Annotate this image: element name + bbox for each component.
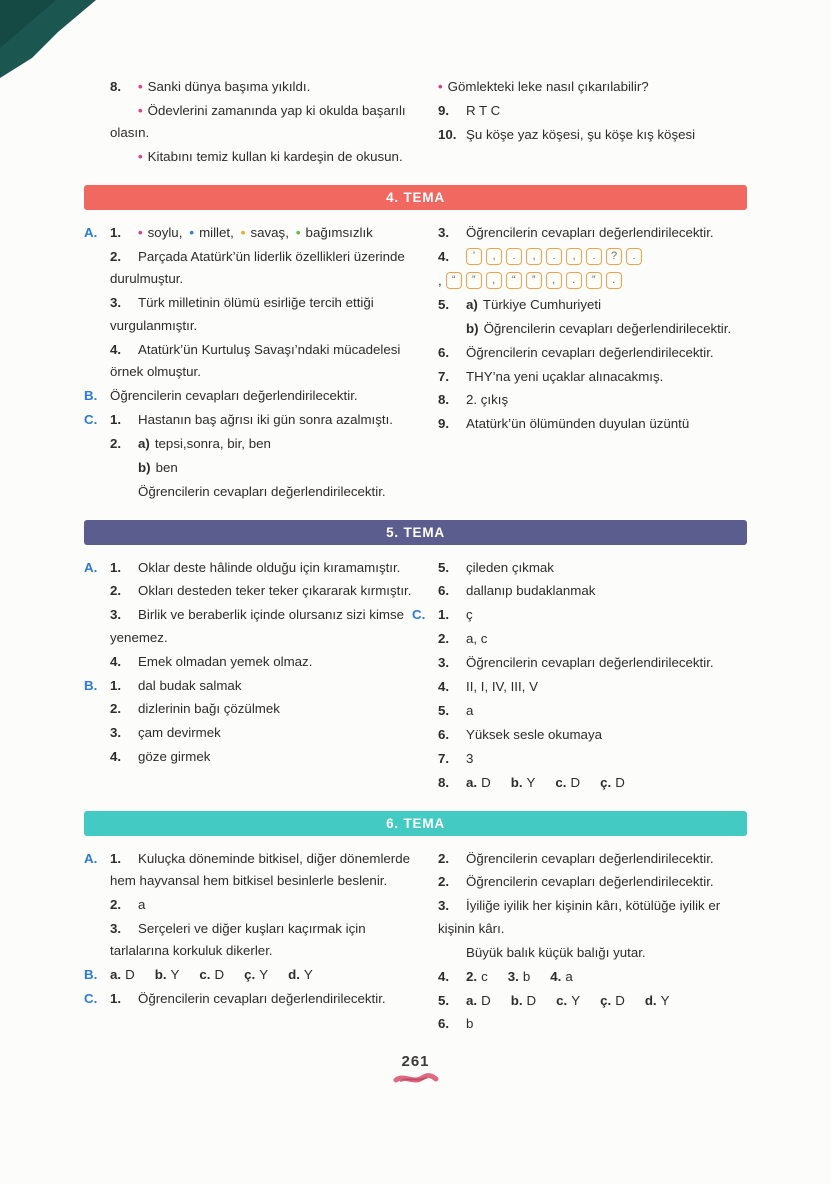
answer-text: II, I, IV, III, V: [466, 679, 538, 695]
punctuation-box: ”: [586, 272, 602, 289]
answer-text: Türkiye Cumhuriyeti: [482, 296, 602, 312]
answer-line: [84, 385, 420, 407]
bullet-icon: •: [138, 79, 143, 94]
answer-line: [110, 76, 420, 98]
answer-text: Hastanın baş ağrısı iki gün sonra azalmıştı.: [138, 411, 393, 427]
answer-text: Oklar deste hâlinde olduğu için kıramamıştır.: [138, 559, 401, 575]
tema-section: [84, 185, 747, 504]
answer-line: [110, 100, 420, 145]
answer-pair-value: D: [526, 992, 537, 1008]
answer-line: [412, 604, 752, 626]
answer-text: b: [466, 1016, 474, 1032]
answer-line: [110, 146, 420, 168]
answer-text: a, c: [466, 631, 488, 647]
item-number: 4.: [438, 679, 450, 695]
answer-line: [438, 895, 752, 940]
section-letter: C.: [84, 991, 98, 1006]
answer-pair-value: Y: [259, 967, 269, 983]
answer-line: [438, 676, 752, 698]
answers-columns: [84, 848, 747, 1038]
answer-text: göze girmek: [138, 749, 211, 765]
answer-text: Gömlekteki leke nasıl çıkarılabilir?: [447, 79, 649, 94]
answer-text: tepsi,sonra, bir, ben: [154, 435, 271, 451]
answer-pair-label: 3.: [507, 968, 519, 984]
answer-text: Şu köşe yaz köşesi, şu köşe kış köşesi: [466, 126, 696, 142]
answer-word: millet,: [199, 225, 234, 241]
answer-pair: [466, 993, 491, 1008]
bullet-icon: •: [138, 149, 143, 165]
item-number: 1.: [110, 559, 122, 575]
answer-pair-label: c.: [556, 992, 568, 1008]
answer-pair-value: D: [570, 774, 581, 790]
answer-pair-label: d.: [288, 967, 300, 983]
answer-line: [110, 894, 420, 916]
item-number: 3.: [110, 295, 122, 311]
item-number: 2.: [110, 701, 122, 717]
answer-text: Kuluçka döneminde bitkisel, diğer dönemlerde hem hayvansal hem bitkisel besinlerle beslenir.: [110, 850, 411, 888]
answer-pair: [550, 969, 573, 984]
answer-line: [438, 1013, 752, 1035]
tema-title: 5. TEMA: [386, 524, 445, 540]
answer-pair-value: D: [481, 774, 491, 790]
punctuation-box: .: [546, 248, 562, 265]
tema-banner: [84, 185, 747, 210]
answer-pair-label: 2.: [466, 968, 478, 984]
leading-punctuation: ,: [438, 272, 442, 288]
answer-line: [110, 918, 420, 963]
answer-text: R T C: [466, 102, 501, 118]
answer-line: [438, 772, 752, 794]
answer-pair-label: ç.: [244, 967, 256, 983]
answer-text: Öğrencilerin cevapları değerlendirilecektir.: [466, 655, 714, 671]
punctuation-box: ’: [466, 248, 482, 265]
answer-line: [110, 698, 420, 720]
answer-word: bağımsızlık: [305, 225, 373, 241]
answer-line: [110, 604, 420, 649]
answer-line: [110, 339, 420, 384]
answer-line: [84, 964, 420, 986]
page-footer: [84, 1053, 747, 1086]
answer-line: [438, 389, 752, 411]
item-number: 4.: [110, 341, 122, 357]
answer-line: [438, 222, 752, 244]
answer-pair-label: ç.: [600, 774, 612, 790]
item-number: 8.: [438, 774, 450, 790]
answer-pair-label: b.: [510, 774, 523, 790]
item-number: 7.: [438, 368, 450, 384]
answer-pair-value: a: [565, 968, 573, 984]
item-number: 3.: [110, 725, 122, 741]
bullet-icon: •: [240, 225, 246, 241]
answer-line: [438, 318, 752, 340]
answer-text: Atatürk’ün ölümünden duyulan üzüntü: [466, 416, 690, 432]
answer-text: Atatürk’ün Kurtuluş Savaşı’ndaki mücadelesi örnek olmuştur.: [110, 341, 401, 380]
answer-line: [110, 246, 420, 291]
answer-pair-value: D: [481, 992, 491, 1008]
answer-text: dizlerinin bağı çözülmek: [138, 701, 280, 717]
answer-text: Serçeleri ve diğer kuşları kaçırmak için tarlalarına korkuluk dikerler.: [110, 920, 366, 959]
item-number: 8.: [438, 392, 450, 408]
answer-pair-label: a.: [466, 774, 478, 790]
section-letter: A.: [84, 225, 98, 241]
bullet-icon: •: [295, 225, 301, 241]
answer-text: dal budak salmak: [138, 677, 242, 693]
punctuation-box: ,: [486, 272, 502, 289]
item-number: 4.: [438, 249, 450, 265]
answer-pair: [645, 993, 670, 1008]
answer-pair-label: d.: [644, 992, 657, 1008]
answer-pair-value: Y: [526, 774, 536, 790]
answer-line: [438, 748, 752, 770]
item-number: 10.: [438, 126, 457, 142]
answer-text: Türk milletinin ölümü esirliğe tercih ettiği vurgulanmıştır.: [110, 295, 374, 333]
answer-pair: [508, 969, 531, 984]
answer-line: [438, 652, 752, 674]
answer-pair-value: D: [615, 992, 625, 1008]
answer-pair: [244, 967, 268, 982]
item-number: 2.: [438, 631, 450, 647]
answer-text: çam devirmek: [138, 725, 221, 741]
answer-pair: [511, 993, 536, 1008]
item-number: 1.: [110, 850, 122, 866]
answer-text: Birlik ve beraberlik içinde olursanız sizi kimse yenemez.: [110, 607, 405, 645]
left-column: [84, 222, 420, 504]
answer-line: [438, 413, 752, 435]
item-number: 5.: [438, 296, 450, 312]
answer-line: [438, 871, 752, 893]
answer-text: İyiliğe iyilik her kişinin kârı, kötülüğe iyilik er kişinin kârı.: [438, 898, 721, 936]
answer-line: [110, 746, 420, 768]
item-number: 2.: [110, 249, 122, 265]
answer-pair: [199, 967, 224, 982]
answer-pair: [556, 993, 580, 1008]
answer-word: savaş,: [250, 225, 289, 241]
punctuation-box: ”: [466, 272, 482, 289]
answer-line: [438, 990, 752, 1012]
item-number: 3.: [438, 898, 450, 914]
answer-line: [438, 100, 752, 122]
answer-text: Sanki dünya başıma yıkıldı.: [147, 79, 311, 94]
answer-pair-value: D: [125, 967, 135, 983]
answer-pair-label: ç.: [600, 992, 612, 1008]
bullet-icon: •: [438, 79, 443, 94]
answer-pair-label: 4.: [550, 968, 562, 984]
answer-line: [110, 481, 420, 503]
answer-text: Okları desteden teker teker çıkararak kırmıştır.: [138, 583, 412, 599]
answer-line: [438, 700, 752, 722]
section-letter: A.: [84, 850, 98, 866]
sub-item-marker: a): [138, 435, 150, 451]
answers-columns: [84, 222, 747, 504]
tema-section: [84, 811, 747, 1038]
punctuation-box: “: [506, 272, 522, 289]
item-number: 3.: [438, 225, 450, 241]
punctuation-box: ,: [526, 248, 542, 265]
top-right-column: [438, 76, 752, 170]
item-number: 3.: [438, 655, 450, 671]
answer-line: [438, 966, 752, 988]
answer-word: soylu,: [147, 225, 183, 241]
answer-line: [110, 722, 420, 744]
answer-pair-value: Y: [571, 992, 581, 1008]
answer-line: [84, 222, 420, 244]
top-left-column: [84, 76, 420, 170]
item-number: 2.: [110, 435, 122, 451]
answer-pair-value: D: [214, 967, 225, 983]
item-number: 1.: [438, 607, 450, 623]
page-number-ornament-icon: [393, 1072, 439, 1086]
tema-banner: [84, 811, 747, 836]
answer-text: ben: [155, 459, 178, 475]
answer-line: [438, 557, 752, 579]
answer-line: [438, 246, 752, 268]
answer-line: [438, 342, 752, 364]
section-letter: C.: [84, 411, 98, 427]
answer-text: a: [466, 702, 474, 718]
right-column: [438, 848, 752, 1038]
punctuation-box: ”: [526, 272, 542, 289]
punctuation-box: .: [586, 248, 602, 265]
sub-item-marker: b): [466, 320, 479, 336]
right-column: [412, 557, 752, 796]
answer-line: [84, 675, 420, 697]
answers-columns: [84, 557, 747, 796]
answer-pair-label: c.: [199, 967, 211, 983]
sub-item-marker: b): [138, 459, 151, 475]
answer-line: [84, 988, 420, 1010]
tema-title: 4. TEMA: [386, 190, 445, 206]
item-number: 6.: [438, 726, 450, 742]
answer-text: Parçada Atatürk’ün liderlik özellikleri üzerinde durulmuştur.: [110, 249, 405, 287]
answer-text: Kitabını temiz kullan ki kardeşin de okusun.: [147, 149, 403, 165]
item-number: 9.: [438, 416, 450, 432]
answer-text: Öğrencilerin cevapları değerlendirilecektir.: [110, 387, 358, 403]
answer-pair: [600, 775, 625, 790]
answer-line: [84, 557, 420, 579]
answer-pair-label: a.: [466, 992, 478, 1008]
answer-line: [84, 409, 420, 431]
answer-text: 2. çıkış: [466, 392, 509, 408]
section-letter: C.: [412, 607, 426, 623]
answer-text: Öğrencilerin cevapları değerlendirilecektir.: [466, 225, 714, 241]
answer-line: [438, 124, 752, 146]
section-letter: B.: [84, 387, 98, 403]
bullet-icon: •: [138, 102, 143, 118]
answer-text: Öğrencilerin cevapları değerlendirilecektir.: [138, 991, 386, 1006]
section-letter: B.: [84, 967, 98, 983]
answer-line: [84, 848, 420, 893]
punctuation-box: ,: [566, 248, 582, 265]
left-column: [84, 557, 420, 796]
item-number: 6.: [438, 1016, 450, 1032]
answer-line: [438, 366, 752, 388]
item-number: 6.: [438, 344, 450, 360]
item-number: 7.: [438, 750, 450, 766]
item-number: 6.: [438, 583, 450, 599]
answer-text: Öğrencilerin cevapları değerlendirilecektir.: [466, 850, 714, 866]
item-number: 3.: [110, 607, 122, 623]
item-number: 2.: [438, 874, 450, 890]
item-number: 8.: [110, 79, 122, 94]
answer-text: dallanıp budaklanmak: [466, 583, 596, 599]
right-column: [438, 222, 752, 504]
answer-text: a: [138, 896, 146, 912]
tema-title: 6. TEMA: [386, 815, 445, 831]
answer-pair-value: Y: [303, 967, 313, 983]
answer-line: [438, 848, 752, 870]
item-number: 3.: [110, 920, 122, 936]
answer-text: 3: [466, 750, 474, 766]
sub-item-marker: a): [466, 296, 478, 312]
answer-line: [438, 942, 752, 964]
answer-line: [110, 457, 420, 479]
page-number: 261: [401, 1053, 430, 1071]
section-letter: B.: [84, 677, 98, 693]
bullet-icon: •: [138, 225, 143, 241]
item-number: 1.: [110, 225, 122, 241]
answer-text: çileden çıkmak: [466, 559, 554, 575]
item-number: 2.: [110, 583, 122, 599]
tema-banner: [84, 520, 747, 545]
answer-line: [438, 724, 752, 746]
item-number: 5.: [438, 559, 450, 575]
punctuation-box: .: [606, 272, 622, 289]
bullet-icon: •: [189, 225, 195, 241]
answer-pair: [555, 775, 580, 790]
answer-text: THY’na yeni uçaklar alınacakmış.: [466, 368, 664, 384]
answer-pair: [155, 967, 180, 982]
answer-text: Öğrencilerin cevapları değerlendirilecektir.: [138, 483, 386, 499]
item-number: 5.: [438, 702, 450, 718]
answer-text: Emek olmadan yemek olmaz.: [138, 653, 313, 669]
answer-text: Öğrencilerin cevapları değerlendirilecektir.: [483, 320, 732, 336]
answer-pair-label: b.: [510, 992, 523, 1008]
answer-pair-value: Y: [660, 992, 670, 1008]
item-number: 2.: [110, 896, 122, 912]
item-number: 5.: [438, 992, 450, 1008]
answer-text: Büyük balık küçük balığı yutar.: [466, 944, 646, 960]
answer-text: Ödevlerini zamanında yap ki okulda başarılı olasın.: [110, 102, 406, 141]
answer-text: Yüksek sesle okumaya: [466, 726, 602, 742]
punctuation-box: .: [566, 272, 582, 289]
item-number: 9.: [438, 102, 450, 118]
section-letter: A.: [84, 559, 98, 575]
answer-pair-label: c.: [555, 774, 567, 790]
answer-pair-label: b.: [154, 967, 167, 983]
answer-line: [110, 651, 420, 673]
answer-line: [438, 580, 752, 602]
top-continuation-section: [84, 76, 747, 170]
answer-pair-value: Y: [170, 967, 180, 983]
answer-pair-value: D: [615, 774, 625, 790]
answer-pair: [110, 967, 135, 982]
answer-pair: [511, 775, 536, 790]
answer-text: Öğrencilerin cevapları değerlendirilecektir.: [466, 874, 714, 890]
answer-line: [110, 433, 420, 455]
answer-line: [438, 294, 752, 316]
answer-text: ç: [466, 607, 473, 623]
answer-line: [438, 628, 752, 650]
answer-pair-value: c: [481, 968, 488, 984]
answer-pair: [600, 993, 625, 1008]
answer-pair-value: b: [522, 968, 531, 984]
tema-sections-container: [84, 185, 747, 1037]
left-column: [84, 848, 420, 1038]
answer-pair: [288, 967, 313, 982]
answer-text: Öğrencilerin cevapları değerlendirilecektir.: [466, 344, 714, 360]
punctuation-box: .: [506, 248, 522, 265]
punctuation-box: “: [446, 272, 462, 289]
answer-line: [110, 580, 420, 602]
item-number: 1.: [110, 991, 122, 1006]
answer-line: [438, 76, 752, 98]
item-number: 1.: [110, 677, 122, 693]
item-number: 2.: [438, 850, 450, 866]
punctuation-box: ,: [486, 248, 502, 265]
answer-line: [110, 292, 420, 337]
tema-section: [84, 520, 747, 796]
item-number: 4.: [438, 968, 450, 984]
item-number: 4.: [110, 653, 122, 669]
answer-line: [438, 270, 752, 292]
answer-pair: [466, 969, 488, 984]
answer-pair-label: a.: [110, 967, 122, 983]
item-number: 1.: [110, 411, 122, 427]
answer-pair: [466, 775, 491, 790]
punctuation-box: .: [626, 248, 642, 265]
punctuation-box: ?: [606, 248, 622, 265]
item-number: 4.: [110, 749, 122, 765]
punctuation-box: ,: [546, 272, 562, 289]
